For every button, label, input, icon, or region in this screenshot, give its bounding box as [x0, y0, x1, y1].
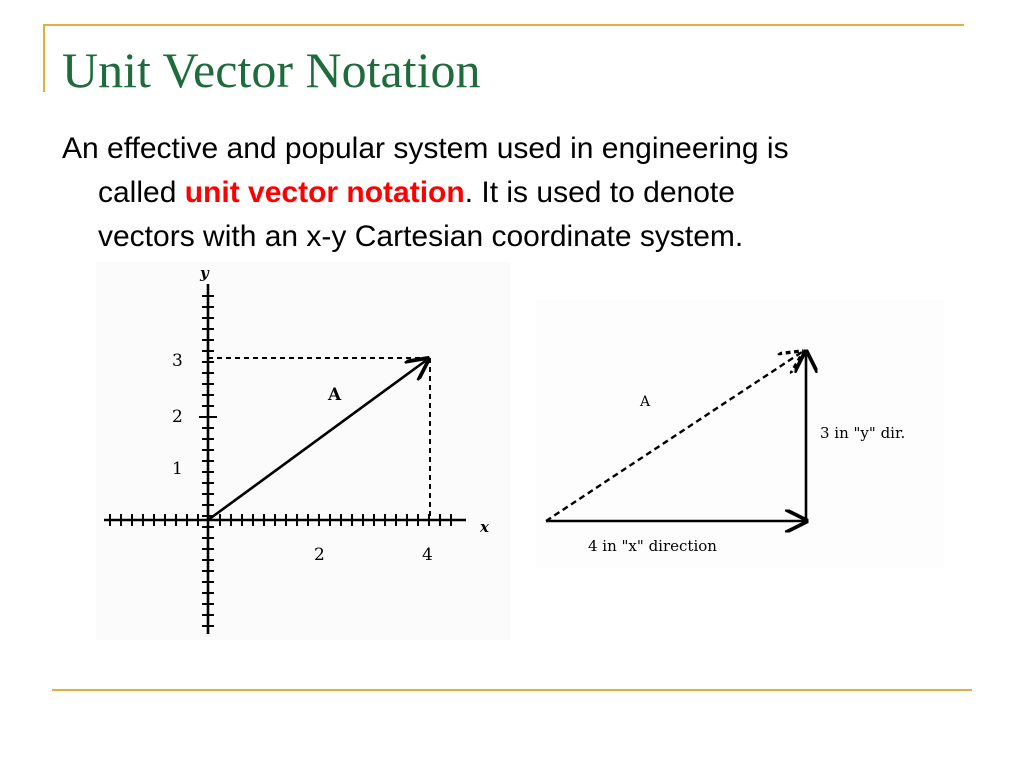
body-line-2 [62, 171, 967, 215]
frame-top-rule [43, 24, 964, 26]
x-tick-label-2: 2 [314, 545, 325, 565]
y-tick-label-2: 2 [172, 407, 183, 427]
body-line-2-prefix: called [98, 176, 185, 209]
y-tick-label-1: 1 [172, 459, 183, 479]
y-tick-label-3: 3 [172, 351, 183, 371]
cartesian-vector-diagram [96, 262, 510, 640]
body-line-2-suffix: . It is used to denote [464, 176, 735, 209]
vector-components-diagram [536, 300, 944, 568]
resultant-label: A [640, 394, 651, 410]
body-line-1: An effective and popular system used in engineering is [62, 132, 789, 165]
frame-left-rule [43, 24, 45, 92]
vector-a-label: A [328, 385, 342, 405]
highlighted-term: unit vector notation [184, 176, 465, 209]
resultant-dashed-arrow [546, 352, 802, 521]
y-axis-label: y [200, 264, 209, 282]
frame-bottom-rule [52, 689, 972, 691]
body-paragraph [62, 127, 967, 259]
y-component-label: 3 in "y" dir. [820, 424, 906, 442]
axes-group [104, 284, 466, 634]
body-line-3: vectors with an x-y Cartesian coordinate system. [98, 220, 744, 253]
slide-title: Unit Vector Notation [62, 42, 481, 98]
x-tick-label-4: 4 [422, 545, 433, 565]
vector-a-arrow [208, 359, 428, 520]
x-component-label: 4 in "x" direction [588, 537, 717, 555]
x-axis-label: x [480, 518, 489, 536]
